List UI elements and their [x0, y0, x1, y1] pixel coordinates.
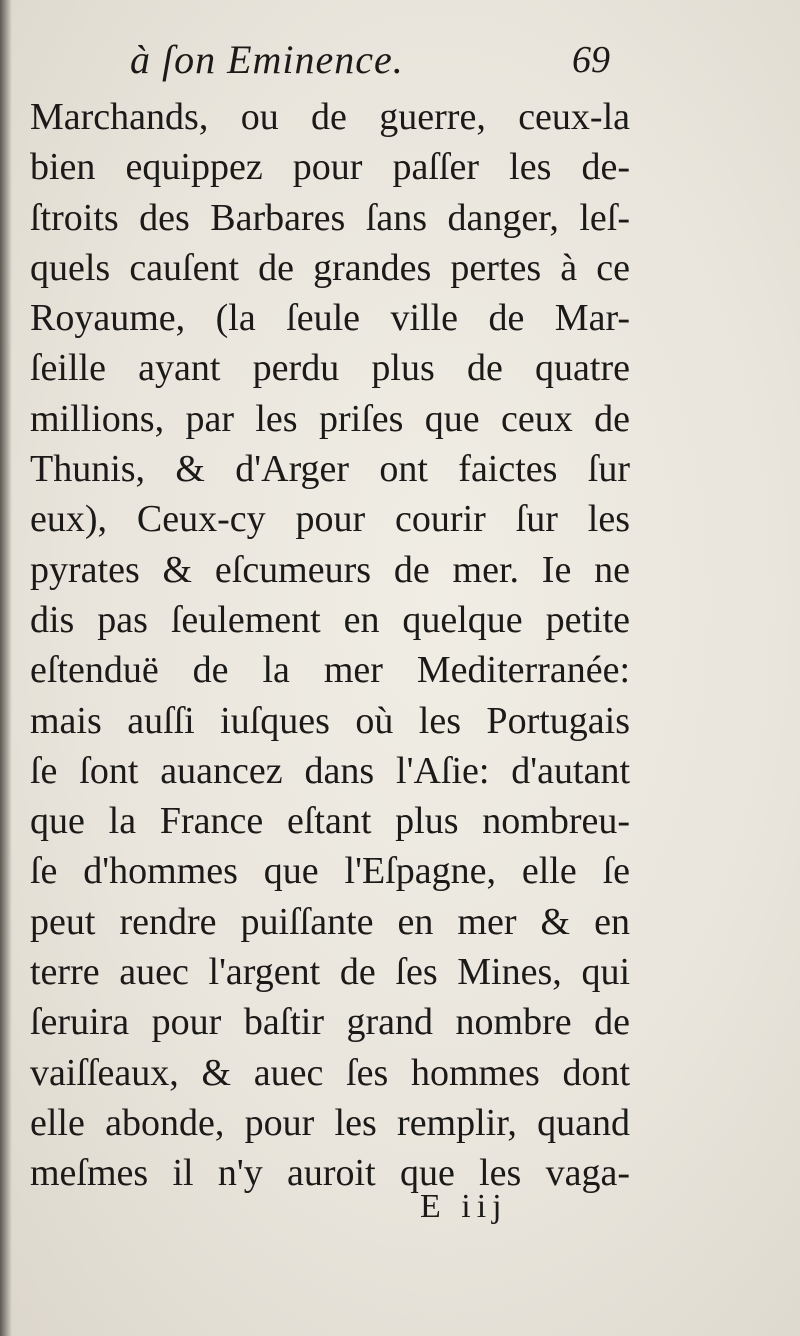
text-line: millions, par les priſes que ceux de [30, 397, 630, 440]
text-line: ſeruira pour baſtir grand nombre de [30, 1001, 630, 1044]
text-line: ſeille ayant perdu plus de quatre [30, 347, 630, 390]
text-line: ſtroits des Barbares ſans danger, leſ- [30, 196, 630, 239]
running-title: à ſon Eminence. [130, 37, 404, 82]
text-line: terre auec l'argent de ſes Mines, qui [30, 951, 630, 994]
text-line: eſtenduë de la mer Mediterranée: [30, 649, 630, 692]
text-line: vaiſſeaux, & auec ſes hommes dont [30, 1051, 630, 1094]
binding-edge [0, 0, 12, 1336]
signature-mark: E iij [420, 1188, 508, 1225]
text-line: meſmes il n'y auroit que les vaga- [30, 1152, 630, 1195]
text-line: elle abonde, pour les remplir, quand [30, 1101, 630, 1144]
text-line: Marchands, ou de guerre, ceux-la [30, 96, 630, 138]
text-line: dis pas ſeulement en quelque petite [30, 598, 630, 641]
text-line: pyrates & eſcumeurs de mer. Ie ne [30, 548, 630, 591]
text-line: quels cauſent de grandes pertes à ce [30, 246, 630, 289]
text-line: que la France eſtant plus nombreu- [30, 800, 630, 843]
text-line: bien equippez pour paſſer les de- [30, 146, 630, 189]
body-text [30, 92, 630, 1199]
text-line: mais auſſi iuſques où les Portugais [30, 699, 630, 742]
text-line: peut rendre puiſſante en mer & en [30, 900, 630, 943]
text-line: eux), Ceux-cy pour courir ſur les [30, 498, 630, 541]
text-line: ſe ſont auancez dans l'Aſie: d'autant [30, 749, 630, 792]
text-line: ſe d'hommes que l'Eſpagne, elle ſe [30, 850, 630, 893]
text-line: Royaume, (la ſeule ville de Mar- [30, 297, 630, 340]
page-header [130, 30, 610, 90]
page-number: 69 [572, 39, 610, 81]
text-line: Thunis, & d'Arger ont faictes ſur [30, 448, 630, 491]
